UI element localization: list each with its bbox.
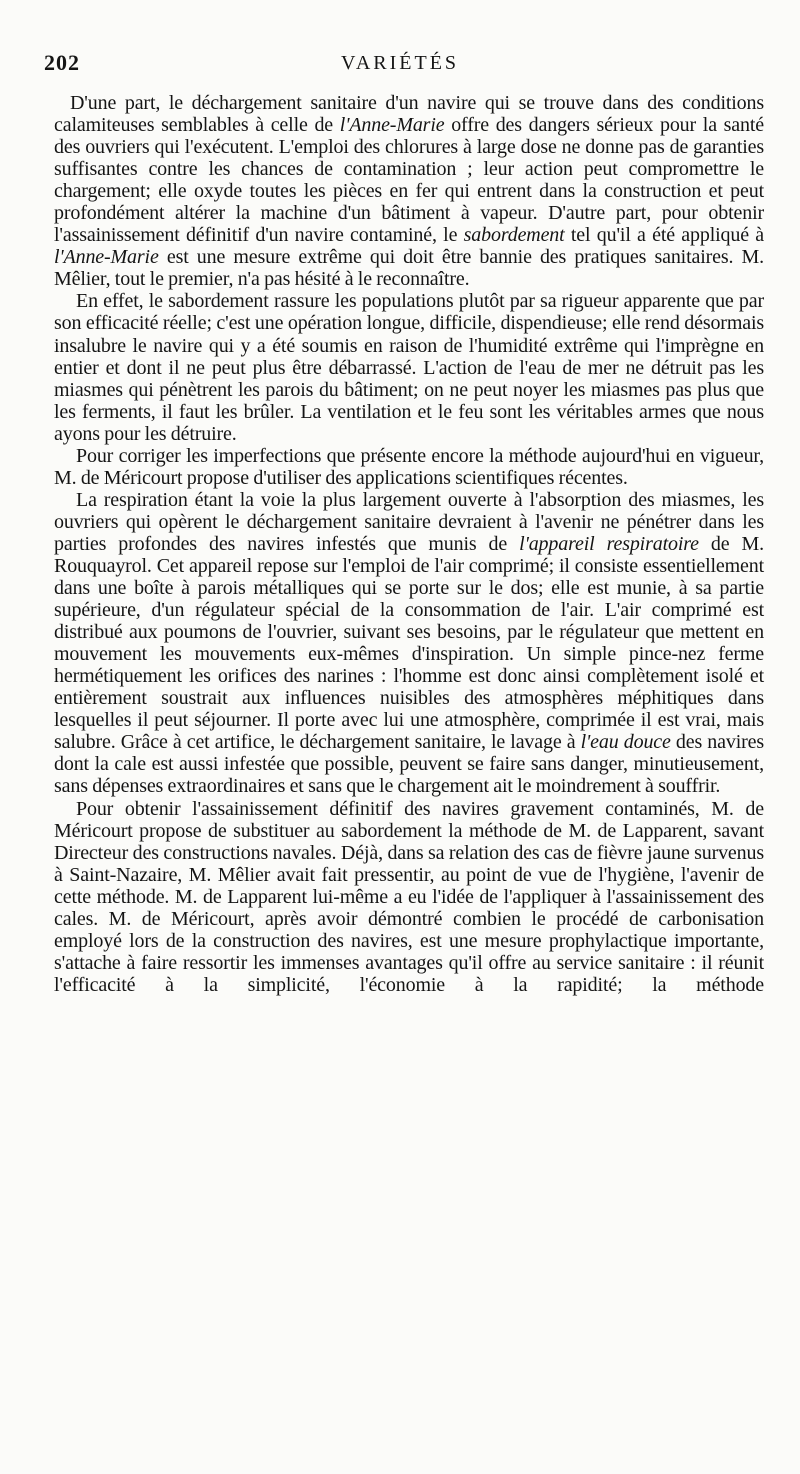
paragraph-1 [54, 92, 764, 290]
text-run: Pour corriger les imperfections que présente encore la méthode aujourd'hui en vigueur, M. de Méricourt propose d'utiliser des applications scientifiques récentes. [54, 444, 764, 489]
text-run: La respiration étant la voie la plus largement ouverte à l'absorption des miasmes, les ouvriers qui opèrent le déchargement sanitaire devraient à l'avenir ne pénétrer dans les parties profondes des navires infestés que munis de [54, 488, 764, 555]
text-run: En effet, le sabordement rassure les populations plutôt par sa rigueur apparente que par son efficacité réelle; c'est une opération longue, difficile, dispendieuse; elle rend désormais insalubre le navire qui y a été soumis en raison de l'humidité extrême qui l'imprègne en entier et dont il ne peut plus être débarrassé. L'action de l'eau de mer ne détruit pas les miasmes qui pénètrent les parois du bâtiment; on ne peut noyer les miasmes pas plus que les ferments, il faut les brûler. La ventilation et le feu sont les véritables armes que nous ayons pour les détruire. [54, 290, 764, 445]
paragraph-2 [54, 290, 764, 444]
text-run: des navires dont la cale est aussi infestée que possible, peuvent se faire sans danger, minutieusement, sans dépenses extraordinaires et sans que le chargement ait le moindrement à souffrir. [54, 731, 764, 798]
paragraph-4 [54, 489, 764, 798]
text-run: offre des dangers sérieux pour la santé des ouvriers qui l'exécutent. L'emploi des chlorures à large dose ne donne pas de garanties suffisantes contre les chances de contamination ; leur action peut compromettre le chargement; elle oxyde toutes les pièces en fer qui entrent dans la construction et peut profondément altérer la machine d'un bâtiment à vapeur. D'autre part, pour obtenir l'assainissement définitif d'un navire contaminé, le [54, 114, 765, 247]
italic-text-run: l'Anne-Marie [54, 246, 159, 269]
italic-text-run: l'appareil respiratoire [519, 532, 699, 555]
body-text [54, 92, 764, 996]
paragraph-5 [54, 798, 764, 996]
italic-text-run: sabordement [463, 224, 565, 247]
text-run: de M. Rouquayrol. Cet appareil repose sur l'emploi de l'air comprimé; il consiste essentiellement dans une boîte à parois métalliques qui se porte sur le dos; elle est munie, à sa partie supérieure, d'un régulateur spécial de la consommation de l'air. L'air comprimé est distribué aux poumons de l'ouvrier, suivant ses besoins, par le régulateur que mettent en mouvement les mouvements eux-mêmes d'inspiration. Un simple pince-nez ferme hermétiquement les orifices des narines : l'homme est donc ainsi complètement isolé et entièrement soustrait aux influences nuisibles des atmosphères méphitiques dans lesquelles il peut séjourner. Il porte avec lui une atmosphère, comprimée il est vrai, mais salubre. Grâce à cet artifice, le déchargement sanitaire, le lavage à [54, 532, 764, 754]
text-run: est une mesure extrême qui doit être bannie des pratiques sanitaires. M. Mêlier, tout le premier, n'a pas hésité à le reconnaître. [54, 246, 764, 291]
page-number: 202 [44, 50, 80, 75]
text-run: D'une part, le déchargement sanitaire d'un navire qui se trouve dans des conditions calamiteuses semblables à celle de [54, 92, 764, 137]
text-run: Pour obtenir l'assainissement définitif des navires gravement contaminés, M. de Méricourt propose de substituer au sabordement la méthode de M. de Lapparent, savant Directeur des constructions navales. Déjà, dans sa relation des cas de fièvre jaune survenus à Saint-Nazaire, M. Mêlier avait fait pressentir, au point de vue de l'hygiène, l'avenir de cette méthode. M. de Lapparent lui-même a eu l'idée de l'appliquer à l'assainissement des cales. M. de Méricourt, après avoir démontré combien le procédé de carbonisation employé lors de la construction des navires, est une mesure prophylactique importante, s'attache à faire ressortir les immenses avantages qu'il offre au service sanitaire : il réunit l'efficacité à la simplicité, l'économie à la rapidité; la méthode [54, 797, 764, 996]
page-header [44, 50, 756, 90]
text-run: tel qu'il a été appliqué à [564, 224, 764, 247]
running-title: VARIÉTÉS [340, 52, 460, 74]
paragraph-3 [54, 445, 764, 489]
italic-text-run: l'Anne-Marie [339, 114, 445, 137]
italic-text-run: l'eau douce [580, 731, 671, 754]
